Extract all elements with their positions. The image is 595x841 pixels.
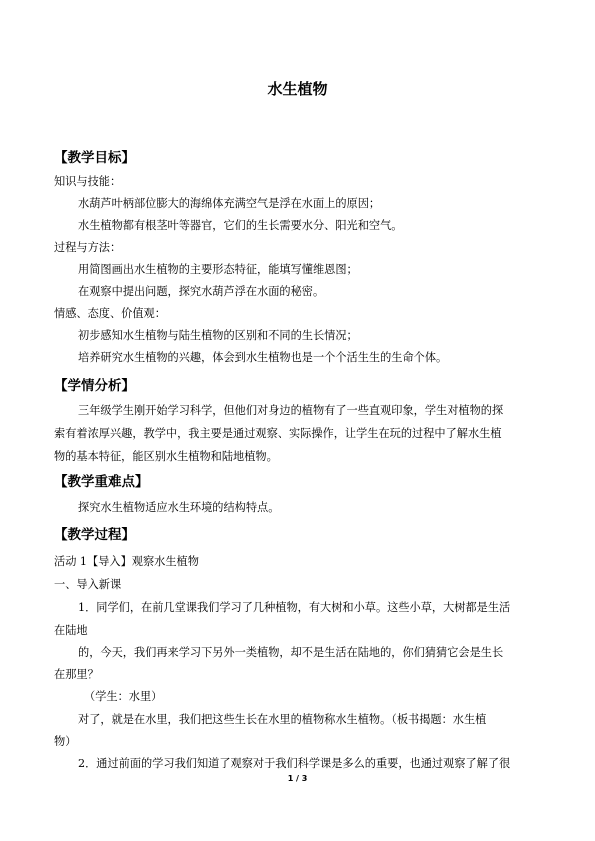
emotion-line-1: 初步感知水生植物与陆生植物的区别和不同的生长情况； xyxy=(78,329,358,342)
analysis-line-3: 物的基本特征，能区别水生植物和陆地植物。 xyxy=(54,450,278,463)
student-answer: （学生：水里） xyxy=(84,690,163,703)
activity-line: 活动 1【导入】观察水生植物 xyxy=(54,555,199,568)
process-line-1: 用简图画出水生植物的主要形态特征，能填写懂维恩图； xyxy=(78,263,358,276)
key-points-line-1: 探究水生植物适应水生环境的结构特点。 xyxy=(78,501,280,514)
emotion-label: 情感、态度、价值观： xyxy=(54,307,166,320)
analysis-line-1: 三年级学生刚开始学习科学，但他们对身边的植物有了一些直观印象，学生对植物的探 xyxy=(78,404,504,417)
document-title: 水生植物 xyxy=(267,80,328,98)
process-label: 过程与方法： xyxy=(54,241,122,254)
paragraph-3-line-1: 2．通过前面的学习我们知道了观察对于我们科学课是多么的重要，也通过观察了解了很 xyxy=(78,757,511,770)
paragraph-1-line-1: 1．同学们，在前几堂课我们学习了几种植物，有大树和小草。这些小草，大树都是生活 xyxy=(78,601,511,614)
paragraph-1-line-3: 的，今天，我们再来学习下另外一类植物，却不是生活在陆地的，你们猜猜它会是生长 xyxy=(78,646,504,659)
analysis-heading: 【学情分析】 xyxy=(54,378,135,394)
knowledge-line-1: 水葫芦叶柄部位膨大的海绵体充满空气是浮在水面上的原因； xyxy=(78,197,381,210)
process-heading: 【教学过程】 xyxy=(54,527,135,543)
knowledge-line-2: 水生植物都有根茎叶等器官，它们的生长需要水分、阳光和空气。 xyxy=(78,219,403,232)
knowledge-label: 知识与技能： xyxy=(54,175,122,188)
paragraph-1-line-4: 在那里？ xyxy=(54,668,99,681)
emotion-line-2: 培养研究水生植物的兴趣，体会到水生植物也是一个个活生生的生命个体。 xyxy=(78,351,448,364)
analysis-line-2: 索有着浓厚兴趣，教学中，我主要是通过观察、实际操作，让学生在玩的过程中了解水生植 xyxy=(54,427,502,440)
paragraph-2-line-1: 对了，就是在水里，我们把这些生长在水里的植物称水生植物。（板书揭题：水生植 xyxy=(78,713,487,726)
objectives-heading: 【教学目标】 xyxy=(54,150,135,166)
process-line-2: 在观察中提出问题，探究水葫芦浮在水面的秘密。 xyxy=(78,285,325,298)
intro-subheading: 一、导入新课 xyxy=(54,578,122,591)
key-points-heading: 【教学重难点】 xyxy=(54,474,149,490)
paragraph-1-line-2: 在陆地 xyxy=(54,624,88,637)
page-number: 1 / 3 xyxy=(287,774,308,783)
paragraph-2-line-2: 物） xyxy=(54,735,77,748)
